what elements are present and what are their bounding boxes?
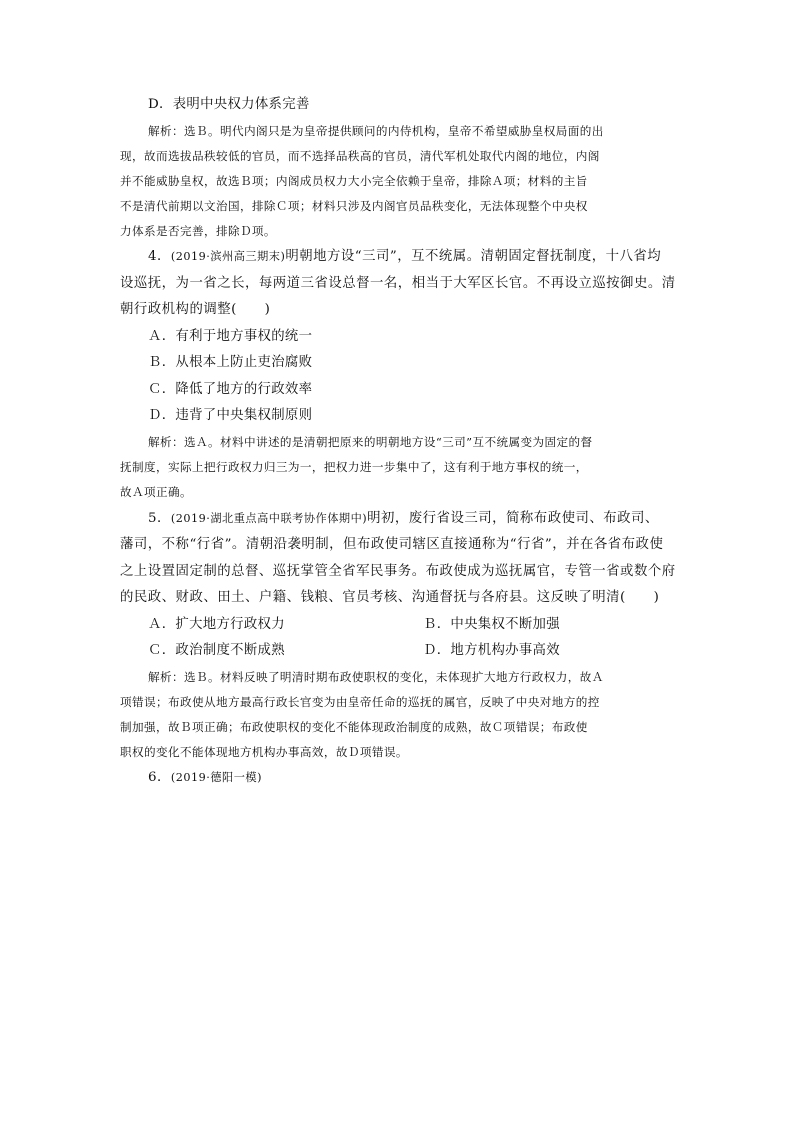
q3-option-d: D．表明中央权力体系完善 xyxy=(148,97,310,112)
q4-stem-text: 明朝地方设“三司”，互不统属。清朝固定督抚制度，十八省均 xyxy=(285,249,662,265)
q5-option-b: Ｂ．中央集权不断加强 xyxy=(423,616,560,632)
q5-option-a: Ａ．扩大地方行政权力 xyxy=(148,616,285,632)
q4-option-a: Ａ．有利于地方事权的统一 xyxy=(148,328,313,344)
q3-explanation-line: 并不能威胁皇权，故选Ｂ项；内阁成员权力大小完全依赖于皇帝，排除Ａ项；材料的主旨 xyxy=(120,173,588,188)
q5-options-row xyxy=(120,638,676,665)
q5-stem-text: 明初，废行省设三司，简称布政使司、布政司、 xyxy=(367,510,659,526)
q5-explanation-line: 职权的变化不能体现地方机构办事高效，故Ｄ项错误。 xyxy=(120,745,408,760)
q5-options-row xyxy=(120,612,676,639)
q5-stem-first-line xyxy=(120,506,676,533)
q5-explanation-line: 解析：选Ｂ。材料反映了明清时期布政使职权的变化，未体现扩大地方行政权力，故Ａ xyxy=(148,669,604,684)
q3-explanation-line: 解析：选Ｂ。明代内阁只是为皇帝提供顾问的内侍机构，皇帝不希望威胁皇权局面的出 xyxy=(148,123,604,138)
q5-explanation-line: 制加强，故Ｂ项正确；布政使职权的变化不能体现政治制度的成熟，故Ｃ项错误；布政使 xyxy=(120,719,588,734)
q6-source: (2019·德阳一模) xyxy=(170,771,262,785)
q4-source: (2019·滨州高三期末) xyxy=(170,250,286,264)
q4-option-d: Ｄ．违背了中央集权制原则 xyxy=(148,408,313,424)
q3-explanation-line: 力体系是否完善，排除Ｄ项。 xyxy=(120,224,276,239)
q4-option-c: Ｃ．降低了地方的行政效率 xyxy=(148,381,313,397)
q4-stem-line: 设巡抚，为一省之长，每两道三省设总督一名，相当于大军区长官。不再设立巡按御史。清 xyxy=(120,275,676,291)
q6-stem-first-line xyxy=(120,765,676,792)
q5-stem-line: 之上设置固定制的总督、巡抚掌管全省军民事务。布政使成为巡抚属官，专管一省或数个府 xyxy=(120,563,676,579)
q5-number: 5． xyxy=(148,510,171,526)
q3-explanation-line: 现，故而选拔品秩较低的官员，而不选择品秩高的官员，清代军机处取代内阁的地位，内阁 xyxy=(120,148,600,163)
q5-option-c: Ｃ．政治制度不断成熟 xyxy=(148,643,285,658)
q4-number: 4． xyxy=(148,249,171,265)
q5-stem-line: 的民政、财政、田土、户籍、钱粮、官员考核、沟通督抚与各府县。这反映了明清( ) xyxy=(120,590,660,605)
q5-explanation-line: 项错误；布政使从地方最高行政长官变为由皇帝任命的巡抚的属官，反映了中央对地方的控 xyxy=(120,694,600,709)
q3-explanation-line: 不是清代前期以文治国，排除Ｃ项；材料只涉及内阁官员品秩变化，无法体现整个中央权 xyxy=(120,199,588,214)
q5-source: (2019·湖北重点高中联考协作体期中) xyxy=(170,511,368,525)
q4-explanation-line: 故Ａ项正确。 xyxy=(120,485,192,500)
q5-stem-line: 藩司，不称“行省”。清朝沿袭明制，但布政使司辖区直接通称为“行省”，并在各省布政使 xyxy=(120,537,664,552)
q4-option-b: Ｂ．从根本上防止吏治腐败 xyxy=(148,355,313,371)
q4-stem-first-line xyxy=(120,244,676,271)
q5-option-d: Ｄ．地方机构办事高效 xyxy=(423,643,560,658)
q4-stem-line: 朝行政机构的调整( ) xyxy=(120,302,271,318)
q6-number: 6． xyxy=(148,770,171,786)
q4-explanation-line: 抚制度，实际上把行政权力归三为一，把权力进一步集中了，这有利于地方事权的统一， xyxy=(120,460,588,475)
document-page xyxy=(120,92,676,792)
q4-explanation-line: 解析：选Ａ。材料中讲述的是清朝把原来的明朝地方设“三司”互不统属变为固定的督 xyxy=(148,434,593,449)
